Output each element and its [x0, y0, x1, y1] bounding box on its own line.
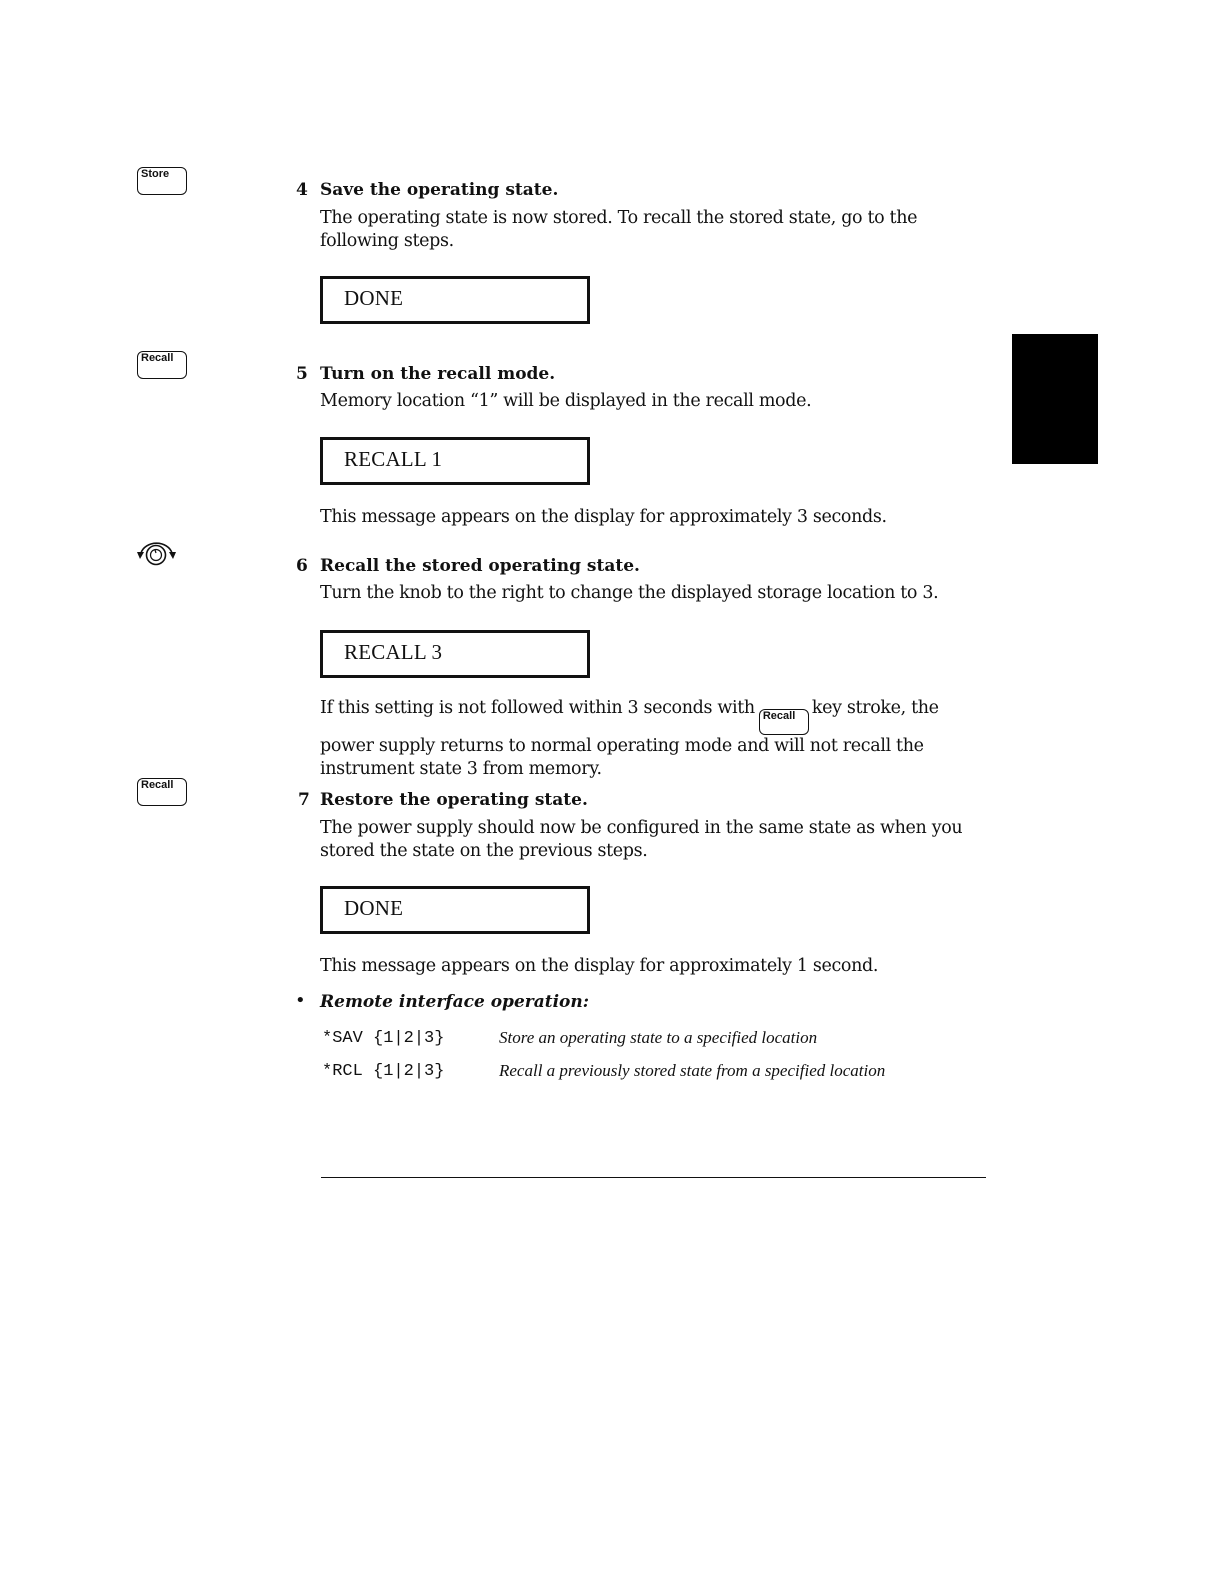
- note-text-after: key stroke, the power supply returns to normal operating mode and will not recall the instrument state 3 from memory.: [320, 698, 939, 779]
- step-note: [320, 697, 988, 781]
- step-number: 6: [296, 556, 308, 576]
- command-sav-description: Store an operating state to a specified location: [499, 1028, 818, 1047]
- command-rcl-description: Recall a previously stored state from a specified location: [499, 1061, 886, 1080]
- recall-key-icon-inline: Recall: [759, 709, 809, 735]
- step-heading: Restore the operating state.: [320, 790, 588, 810]
- command-sav: *SAV {1|2|3}: [322, 1029, 445, 1048]
- recall-key-icon: Recall: [137, 351, 187, 379]
- command-rcl: *RCL {1|2|3}: [322, 1062, 445, 1081]
- step-number: 4: [296, 180, 308, 200]
- lcd-display: DONE: [320, 276, 590, 324]
- lcd-display: RECALL 1: [320, 437, 590, 485]
- lcd-display: RECALL 3: [320, 630, 590, 678]
- lcd-display: DONE: [320, 886, 590, 934]
- recall-key-icon-2: Recall: [137, 778, 187, 806]
- bottom-rule: [321, 1177, 986, 1178]
- step-note: This message appears on the display for approximately 3 seconds.: [320, 507, 887, 527]
- step-heading: Turn on the recall mode.: [320, 364, 556, 384]
- store-key-icon: Store: [137, 167, 187, 195]
- step-heading: Save the operating state.: [320, 180, 559, 200]
- remote-heading: Remote interface operation:: [320, 992, 590, 1012]
- step-note: This message appears on the display for approximately 1 second.: [320, 956, 879, 976]
- bullet: •: [295, 990, 306, 1011]
- step-text: Turn the knob to the right to change the displayed storage location to 3.: [320, 583, 939, 603]
- knob-icon: [135, 538, 179, 570]
- note-text-before: If this setting is not followed within 3 seconds with: [320, 698, 755, 718]
- step-text: The power supply should now be configured in the same state as when you stored the state on the previous steps.: [320, 818, 963, 861]
- step-number: 5: [296, 364, 308, 384]
- step-text: Memory location “1” will be displayed in the recall mode.: [320, 391, 812, 411]
- step-number: 7: [298, 790, 310, 810]
- step-heading: Recall the stored operating state.: [320, 556, 640, 576]
- step-text: The operating state is now stored. To recall the stored state, go to the following steps.: [320, 208, 918, 251]
- chapter-tab: [1012, 334, 1098, 464]
